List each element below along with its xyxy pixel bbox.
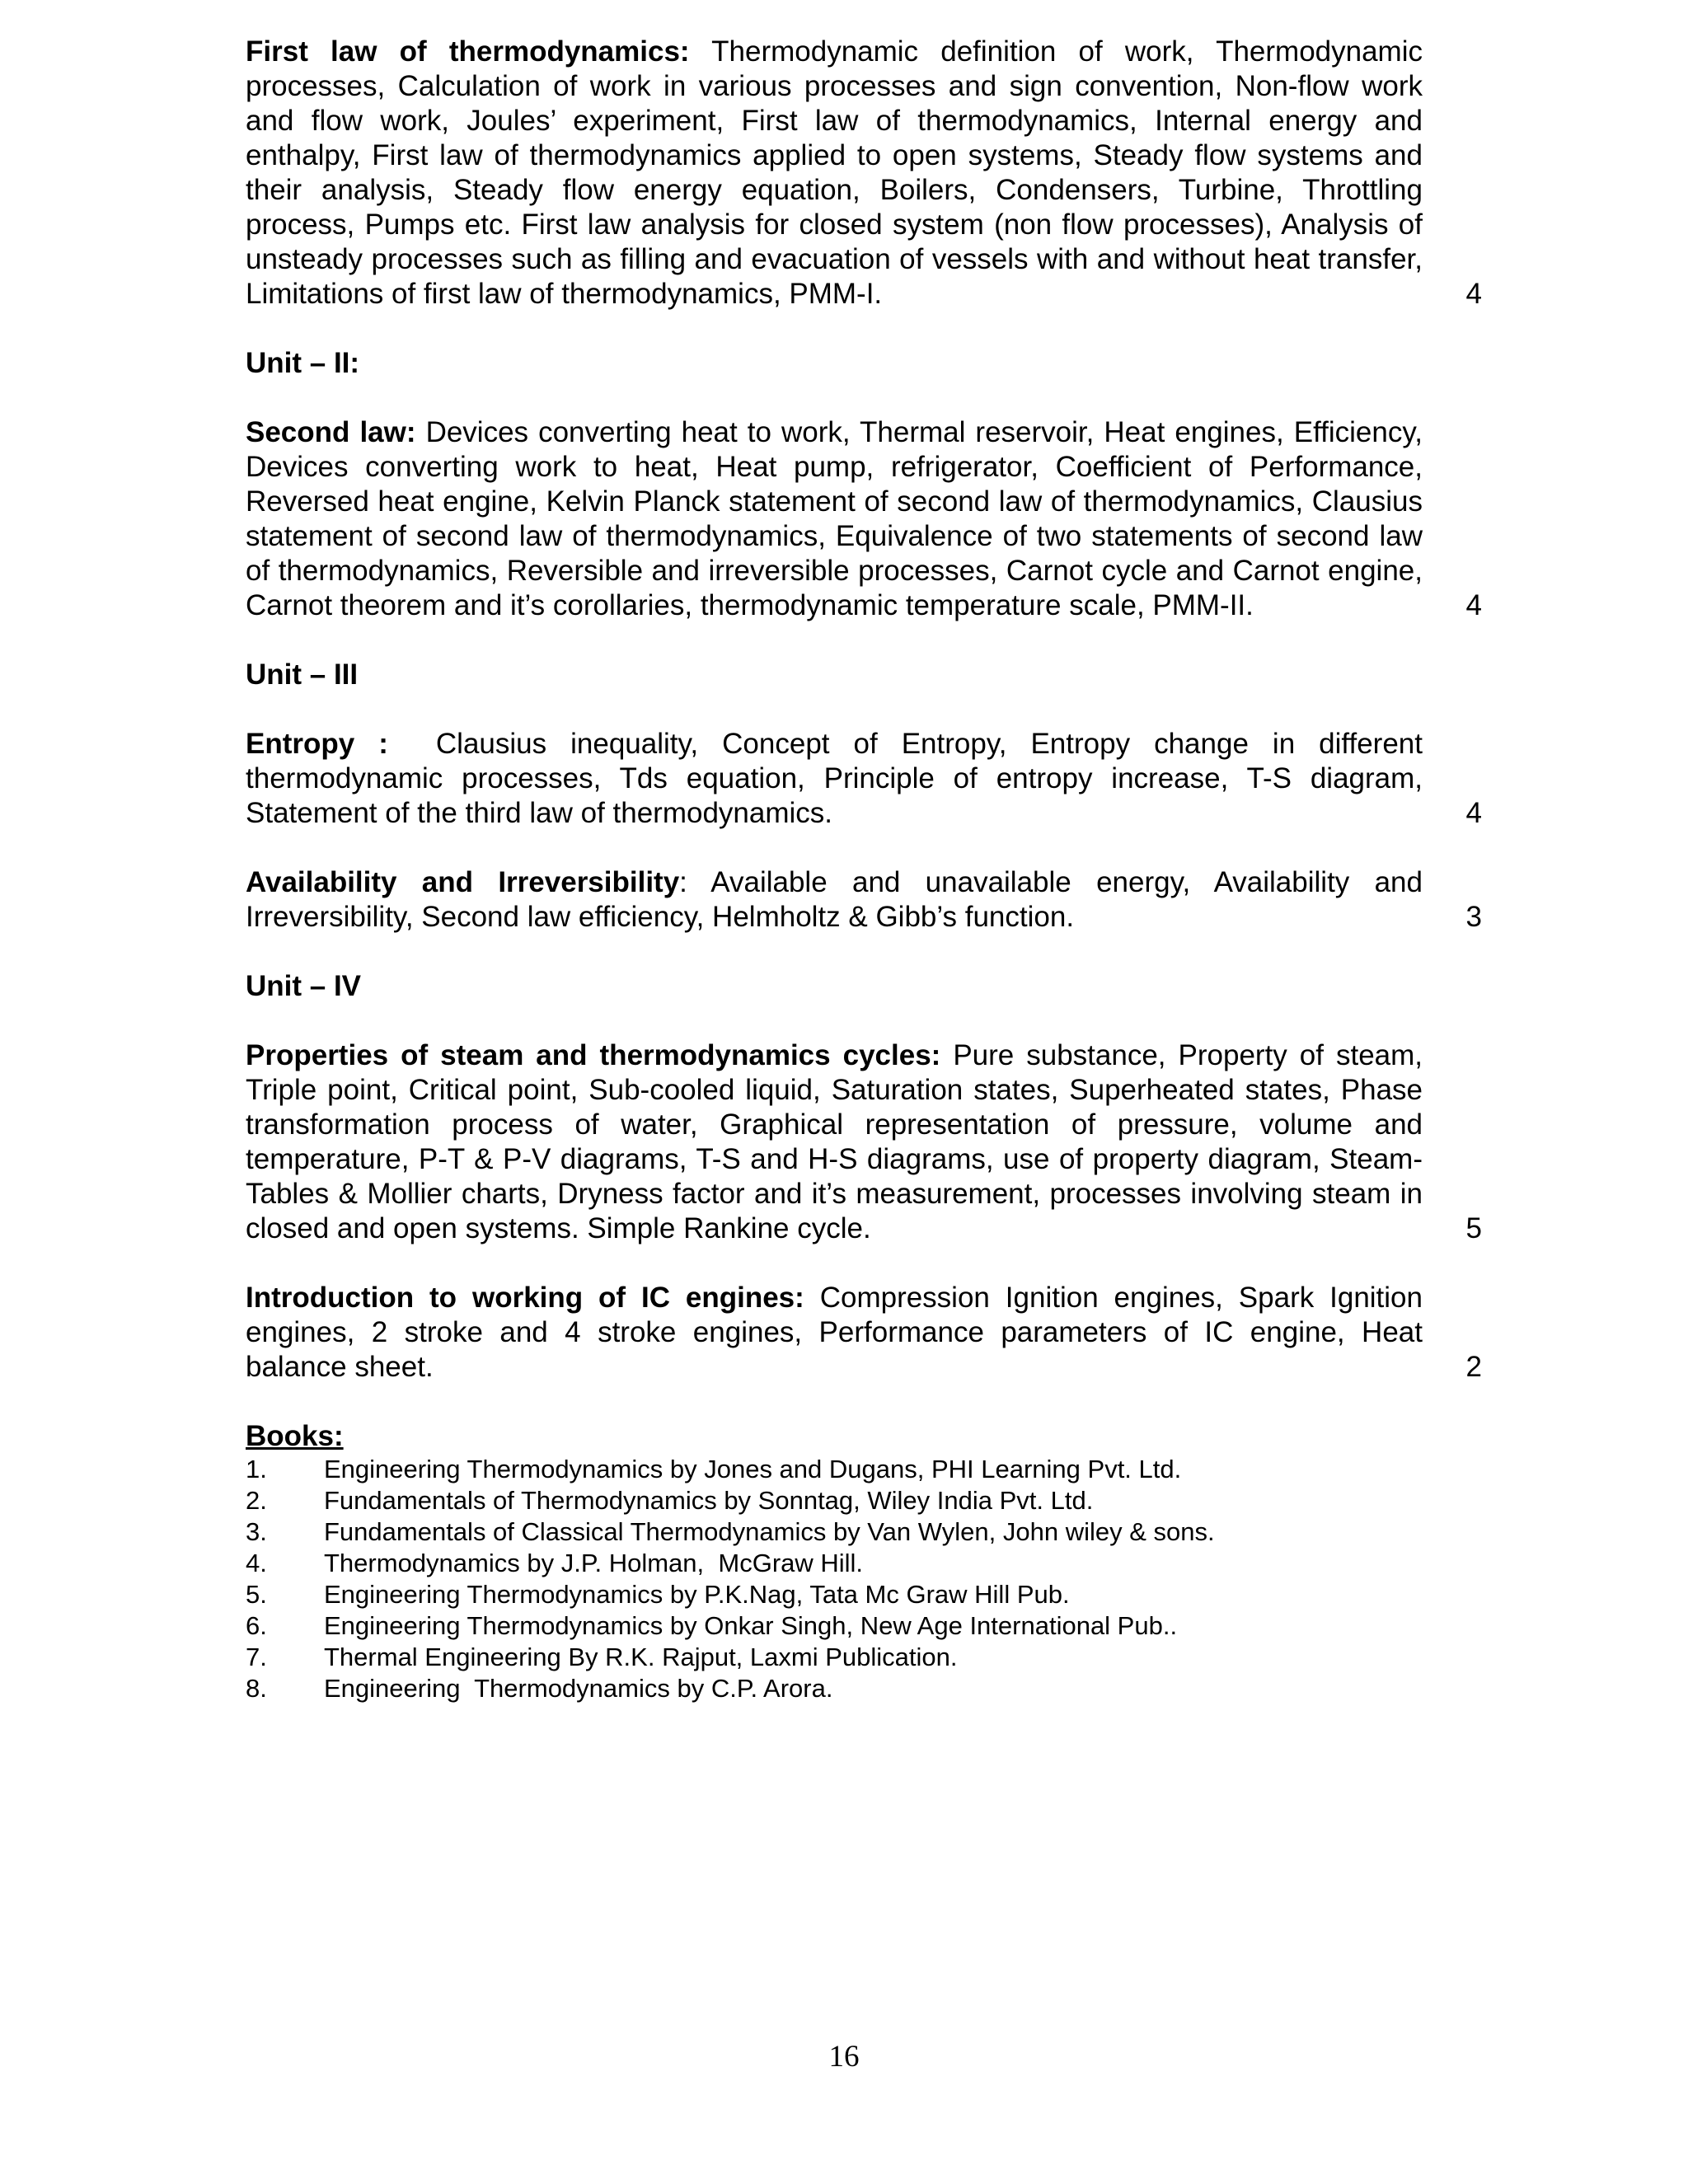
book-number: 6. [246, 1611, 267, 1640]
first-law-hours: 4 [1465, 278, 1482, 310]
book-title: Engineering Thermodynamics by C.P. Arora. [324, 1674, 833, 1703]
book-title: Thermal Engineering By R.K. Rajput, Laxmi Publication. [324, 1643, 958, 1671]
book-item [246, 1673, 1482, 1704]
book-number: 1. [246, 1455, 267, 1483]
availability-text: : Available and unavailable energy, Availability and Irreversibility, Second law efficiency, Helmholtz & Gibb’s function. [246, 866, 1423, 933]
entropy-section [246, 727, 1482, 831]
availability-hours: 3 [1465, 901, 1482, 933]
book-title: Engineering Thermodynamics by Jones and Dugans, PHI Learning Pvt. Ltd. [324, 1455, 1182, 1483]
page-number: 16 [828, 2040, 860, 2074]
book-title: Engineering Thermodynamics by Onkar Singh, New Age International Pub.. [324, 1611, 1178, 1640]
first-law-text: Thermodynamic definition of work, Thermodynamic processes, Calculation of work in various processes and sign convention, Non-flow work and flow work, Joules’ experiment, First law of thermodynamics, Internal energy and enthalpy, First law of thermodynamics applied to open systems, Steady flow systems and their analysis, Steady flow energy equation, Boilers, Condensers, Turbine, Throttling process, Pumps etc. First law analysis for closed system (non flow processes), Analysis of unsteady processes such as filling and evacuation of vessels with and without heat transfer, Limitations of first law of thermodynamics, PMM-I. [246, 35, 1423, 310]
unit-2-heading: Unit – II: [246, 347, 360, 379]
unit-3-heading: Unit – III [246, 658, 359, 691]
book-title: Engineering Thermodynamics by P.K.Nag, Tata Mc Graw Hill Pub. [324, 1580, 1070, 1609]
ic-engines-title: Introduction to working of IC engines: [246, 1282, 804, 1314]
book-number: 5. [246, 1580, 267, 1609]
second-law-section [246, 415, 1482, 623]
second-law-hours: 4 [1465, 589, 1482, 621]
steam-paragraph [246, 1038, 1423, 1246]
first-law-paragraph [246, 35, 1423, 312]
availability-paragraph [246, 865, 1423, 935]
steam-title: Properties of steam and thermodynamics cycles: [246, 1039, 941, 1071]
book-number: 4. [246, 1549, 267, 1577]
steam-hours: 5 [1465, 1212, 1482, 1244]
book-title: Fundamentals of Classical Thermodynamics by Van Wylen, John wiley & sons. [324, 1517, 1215, 1546]
ic-engines-text: Compression Ignition engines, Spark Ignition engines, 2 stroke and 4 stroke engines, Performance parameters of IC engine, Heat balance sheet. [246, 1282, 1423, 1383]
second-law-title: Second law: [246, 416, 416, 448]
book-item [246, 1610, 1482, 1642]
second-law-text: Devices converting heat to work, Thermal reservoir, Heat engines, Efficiency, Devices converting work to heat, Heat pump, refrigerator, Coefficient of Performance, Reversed heat engine, Kelvin Planck statement of second law of thermodynamics, Clausius statement of second law of thermodynamics, Equivalence of two statements of second law of thermodynamics, Reversible and irreversible processes, Carnot cycle and Carnot engine, Carnot theorem and it’s corollaries, thermodynamic temperature scale, PMM-II. [246, 416, 1423, 621]
book-title: Fundamentals of Thermodynamics by Sonntag, Wiley India Pvt. Ltd. [324, 1486, 1094, 1515]
book-item [246, 1642, 1482, 1673]
book-item [246, 1516, 1482, 1548]
ic-engines-paragraph [246, 1281, 1423, 1385]
first-law-title: First law of thermodynamics: [246, 35, 690, 68]
book-item [246, 1579, 1482, 1610]
first-law-section [246, 35, 1482, 312]
second-law-paragraph [246, 415, 1423, 623]
steam-section [246, 1038, 1482, 1246]
book-number: 2. [246, 1486, 267, 1515]
books-list [246, 1454, 1482, 1704]
book-item [246, 1454, 1482, 1485]
book-number: 8. [246, 1674, 267, 1703]
ic-engines-hours: 2 [1465, 1351, 1482, 1383]
steam-text: Pure substance, Property of steam, Triple point, Critical point, Sub-cooled liquid, Saturation states, Superheated states, Phase transformation process of water, Graphical representation of pressure, volume and temperature, P-T & P-V diagrams, T-S and H-S diagrams, use of property diagram, Steam-Tables & Mollier charts, Dryness factor and it’s measurement, processes involving steam in closed and open systems. Simple Rankine cycle. [246, 1039, 1423, 1244]
book-item [246, 1548, 1482, 1579]
entropy-text: Clausius inequality, Concept of Entropy, Entropy change in different thermodynamic processes, Tds equation, Principle of entropy increase, T-S diagram, Statement of the third law of thermodynamics. [246, 728, 1431, 829]
book-title: Thermodynamics by J.P. Holman, McGraw Hill. [324, 1549, 864, 1577]
books-heading: Books: [246, 1420, 344, 1452]
ic-engines-section [246, 1281, 1482, 1385]
book-number: 3. [246, 1517, 267, 1546]
availability-section [246, 865, 1482, 935]
book-number: 7. [246, 1643, 267, 1671]
book-item [246, 1485, 1482, 1516]
availability-title: Availability and Irreversibility [246, 866, 680, 898]
entropy-hours: 4 [1465, 797, 1482, 829]
unit-4-heading: Unit – IV [246, 970, 362, 1002]
entropy-paragraph [246, 727, 1431, 831]
syllabus-page [246, 35, 1482, 1704]
entropy-title: Entropy : [246, 728, 388, 760]
